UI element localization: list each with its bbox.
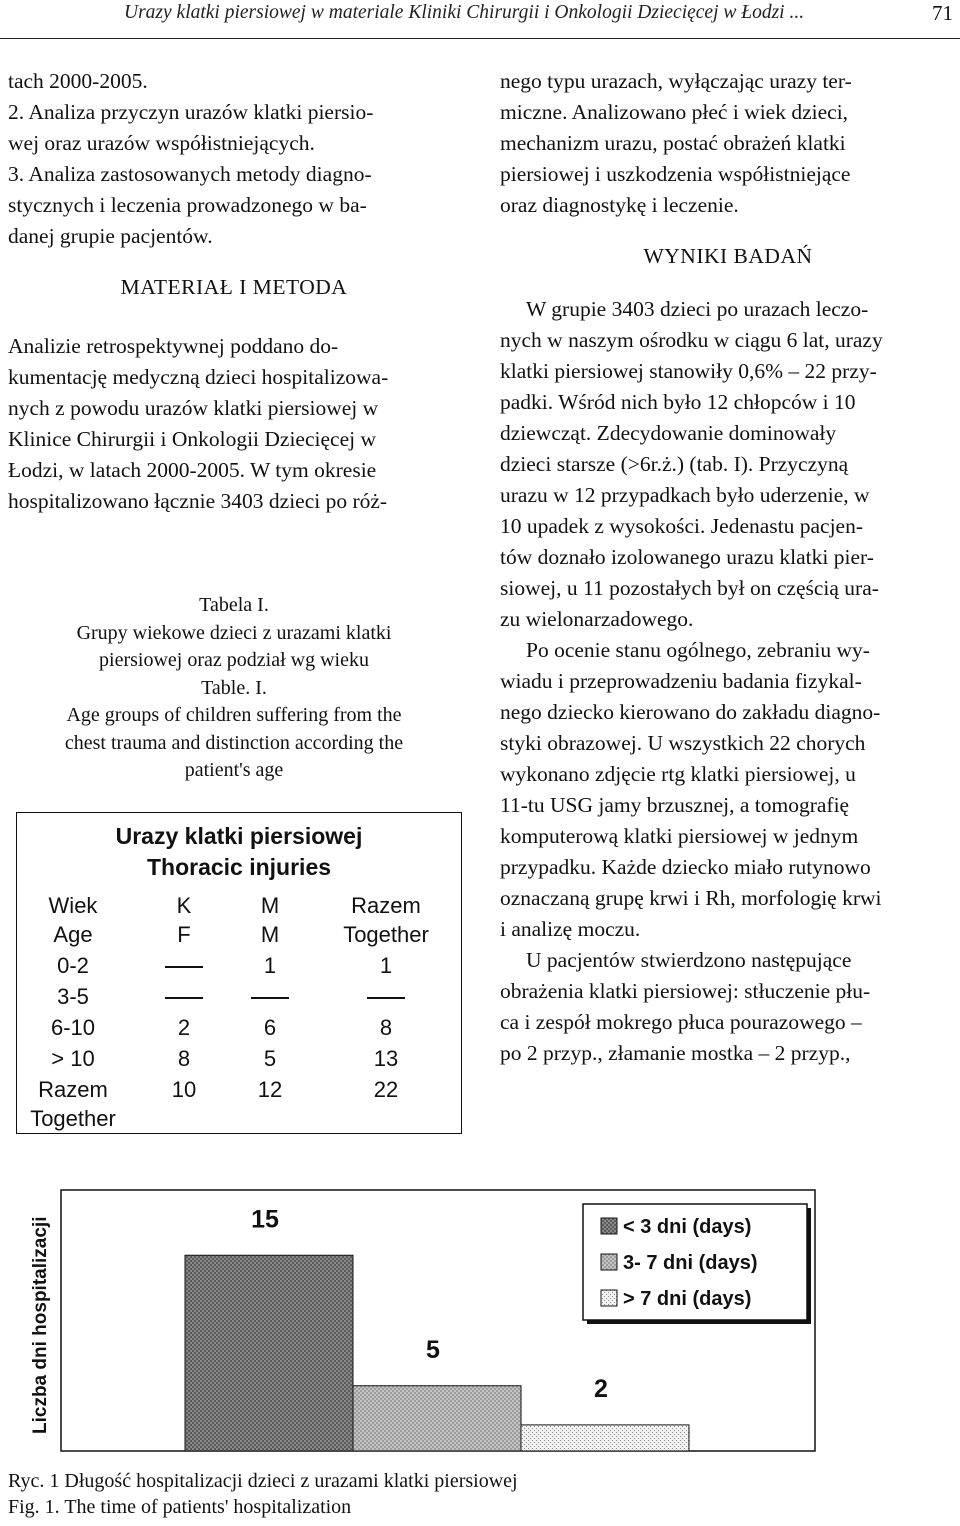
col-header-text: F: [177, 922, 191, 947]
table-caption-en: chest trauma and distinction according the: [64, 731, 404, 754]
text-line: komputerową klatki piersiowej w jednym: [500, 824, 859, 848]
text-line: obrażenia klatki piersiowej: stłuczenie płu-: [500, 979, 871, 1003]
cell-m: 6: [263, 1015, 277, 1040]
list-line: tach 2000-2005.: [8, 69, 148, 93]
cell-age: 0-2: [57, 953, 89, 978]
text-line: styki obrazowej. U wszystkich 22 chorych: [500, 731, 866, 755]
col-header-age: [21, 891, 125, 949]
cell-age: > 10: [51, 1046, 95, 1071]
text-line: U pacjentów stwierdzono następujące: [526, 948, 852, 972]
col-header-text: Age: [53, 922, 93, 947]
col-header-m: [235, 891, 305, 949]
bar-value-label: 15: [251, 1205, 279, 1234]
cell-k: [149, 951, 219, 980]
header-rule: [0, 38, 960, 39]
list-line: 2. Analiza przyczyn urazów klatki piersio-: [8, 100, 374, 124]
legend-label: < 3 dni (days): [623, 1216, 752, 1238]
bar-value-label: 2: [594, 1374, 608, 1403]
text-line: miczne. Analizowano płeć i wiek dzieci,: [500, 100, 849, 124]
legend-swatch: [601, 1290, 617, 1306]
text-line: nych w naszym ośrodku w ciągu 6 lat, urazy: [500, 328, 883, 352]
legend-swatch: [601, 1254, 617, 1270]
text-line: kumentację medyczną dzieci hospitalizowa-: [8, 365, 389, 389]
total-label-pl: Razem: [38, 1077, 108, 1102]
text-line: oraz diagnostykę i leczenie.: [500, 193, 739, 217]
text-line: ca i zespół mokrego płuca pourazowego –: [500, 1010, 862, 1034]
text-line: hospitalizowano łącznie 3403 dzieci po róż-: [8, 489, 388, 513]
bar-value-label: 5: [426, 1335, 440, 1364]
text-line: nych z powodu urazów klatki piersiowej w: [8, 396, 379, 420]
col-header-text: Razem: [351, 893, 421, 918]
figure-caption-pl: Ryc. 1 Długość hospitalizacji dzieci z urazami klatki piersiowej: [8, 1470, 518, 1492]
text-line: i analizę moczu.: [500, 917, 641, 941]
list-line: 3. Analiza zastosowanych metody diagno-: [8, 162, 372, 186]
table-title-pl: Urazy klatki piersiowej: [115, 823, 363, 849]
col-header-text: M: [260, 922, 280, 947]
dash-mark: [165, 997, 203, 999]
list-line: wej oraz urazów współistniejących.: [8, 131, 315, 155]
text-line: Łodzi, w latach 2000-2005. W tym okresie: [8, 458, 377, 482]
table-caption-pl: piersiowej oraz podział wg wieku: [99, 649, 369, 671]
cell-total-m: 12: [257, 1077, 283, 1102]
col-header-text: Wiek: [48, 893, 98, 918]
cell-age: 3-5: [57, 984, 89, 1009]
table-caption-pl: Grupy wiekowe dzieci z urazami klatki: [76, 621, 392, 644]
dash-mark: [251, 997, 289, 999]
list-line: stycznych i leczenia prowadzonego w ba-: [8, 193, 367, 217]
col-header-text: K: [176, 893, 192, 918]
cell-age: 6-10: [50, 1015, 96, 1040]
dash-mark: [165, 966, 203, 968]
cell-k: 2: [177, 1015, 191, 1040]
legend-label: > 7 dni (days): [623, 1288, 752, 1310]
text-line: po 2 przyp., złamanie mostka – 2 przyp.,: [500, 1041, 851, 1065]
col-header-text: Together: [343, 922, 429, 947]
table-title: [17, 821, 461, 883]
cell-razem: 13: [373, 1046, 399, 1071]
cell-total-razem: 22: [373, 1077, 399, 1102]
col-header-text: M: [260, 893, 280, 918]
cell-razem: [331, 982, 441, 1011]
text-line: nego typu urazach, wyłączając urazy ter-: [500, 69, 852, 93]
col-header-k: [149, 891, 219, 949]
text-line: wiadu i przeprowadzeniu badania fizykal-: [500, 669, 862, 693]
table-title-en: Thoracic injuries: [146, 854, 332, 880]
running-title: Urazy klatki piersiowej w materiale Kliniki Chirurgii i Onkologii Dziecięcej w Łodzi ...: [124, 2, 805, 23]
text-line: wykonano zdjęcie rtg klatki piersiowej, u: [500, 762, 856, 786]
cell-m: 5: [263, 1046, 277, 1071]
table-caption-en: Age groups of children suffering from the: [66, 704, 402, 726]
dash-mark: [367, 997, 405, 999]
right-column: [500, 66, 956, 1069]
text-line: W grupie 3403 dzieci po urazach leczo-: [526, 297, 869, 321]
cell-k: 8: [177, 1046, 191, 1071]
col-header-razem: [331, 891, 441, 949]
cell-k: [149, 982, 219, 1011]
text-line: Analizie retrospektywnej poddano do-: [8, 334, 339, 358]
legend-label: 3- 7 dni (days): [623, 1252, 758, 1274]
text-line: 10 upadek z wysokości. Jedenastu pacjen-: [500, 514, 864, 538]
cell-total-label: [21, 1075, 125, 1133]
y-axis-label: Liczba dni hospitalizacji: [30, 1216, 51, 1434]
left-column: [8, 66, 460, 517]
figure-caption-en: Fig. 1. The time of patients' hospitalization: [8, 1496, 352, 1518]
text-line: dziewcząt. Zdecydowanie dominowały: [500, 421, 837, 445]
section-heading-results: WYNIKI BADAŃ: [643, 244, 813, 268]
legend: [583, 1204, 811, 1324]
cell-m: 1: [263, 953, 277, 978]
hospitalization-bar-chart: [28, 1184, 818, 1456]
text-line: oznaczaną grupę krwi i Rh, morfologię krwi: [500, 886, 882, 910]
text-line: nego dziecko kierowano do zakładu diagno-: [500, 700, 881, 724]
bar-3: [521, 1425, 689, 1451]
bar-1: [185, 1255, 353, 1451]
cell-razem: 1: [379, 953, 393, 978]
text-line: 11-tu USG jamy brzusznej, a tomografię: [500, 793, 850, 817]
cell-total-k: 10: [171, 1077, 197, 1102]
text-line: przypadku. Każde dziecko miało rutynowo: [500, 855, 871, 879]
text-line: zu wielonarzadowego.: [500, 607, 694, 631]
total-label-en: Together: [30, 1106, 116, 1131]
running-header: [0, 0, 960, 40]
text-line: piersiowej i uszkodzenia współistniejące: [500, 162, 851, 186]
text-line: klatki piersiowej stanowiły 0,6% – 22 przy-: [500, 359, 877, 383]
text-line: dzieci starsze (>6r.ż.) (tab. I). Przyczyną: [500, 452, 849, 476]
text-line: siowej, u 11 pozostałych był on częścią ura-: [500, 576, 879, 600]
table-label-pl: Tabela I.: [199, 594, 269, 616]
bar-2: [353, 1386, 521, 1451]
table-label-en: Table. I.: [201, 676, 267, 699]
table-caption: [8, 592, 460, 785]
text-line: Klinice Chirurgii i Onkologii Dziecięcej w: [8, 427, 376, 451]
age-groups-table: [16, 812, 462, 1134]
table-caption-en: patient's age: [184, 759, 284, 781]
text-line: mechanizm urazu, postać obrażeń klatki: [500, 131, 846, 155]
text-line: urazu w 12 przypadkach było uderzenie, w: [500, 483, 870, 507]
page-number: 71: [932, 1, 953, 25]
text-line: padki. Wśród nich było 12 chłopców i 10: [500, 390, 856, 414]
legend-swatch: [601, 1218, 617, 1234]
text-line: tów doznało izolowanego urazu klatki pier-: [500, 545, 874, 569]
section-heading-material: MATERIAŁ I METODA: [120, 275, 348, 299]
cell-m: [235, 982, 305, 1011]
text-line: Po ocenie stanu ogólnego, zebraniu wy-: [526, 638, 870, 662]
cell-razem: 8: [379, 1015, 393, 1040]
list-line: danej grupie pacjentów.: [8, 224, 213, 248]
figure-caption: [8, 1468, 518, 1520]
